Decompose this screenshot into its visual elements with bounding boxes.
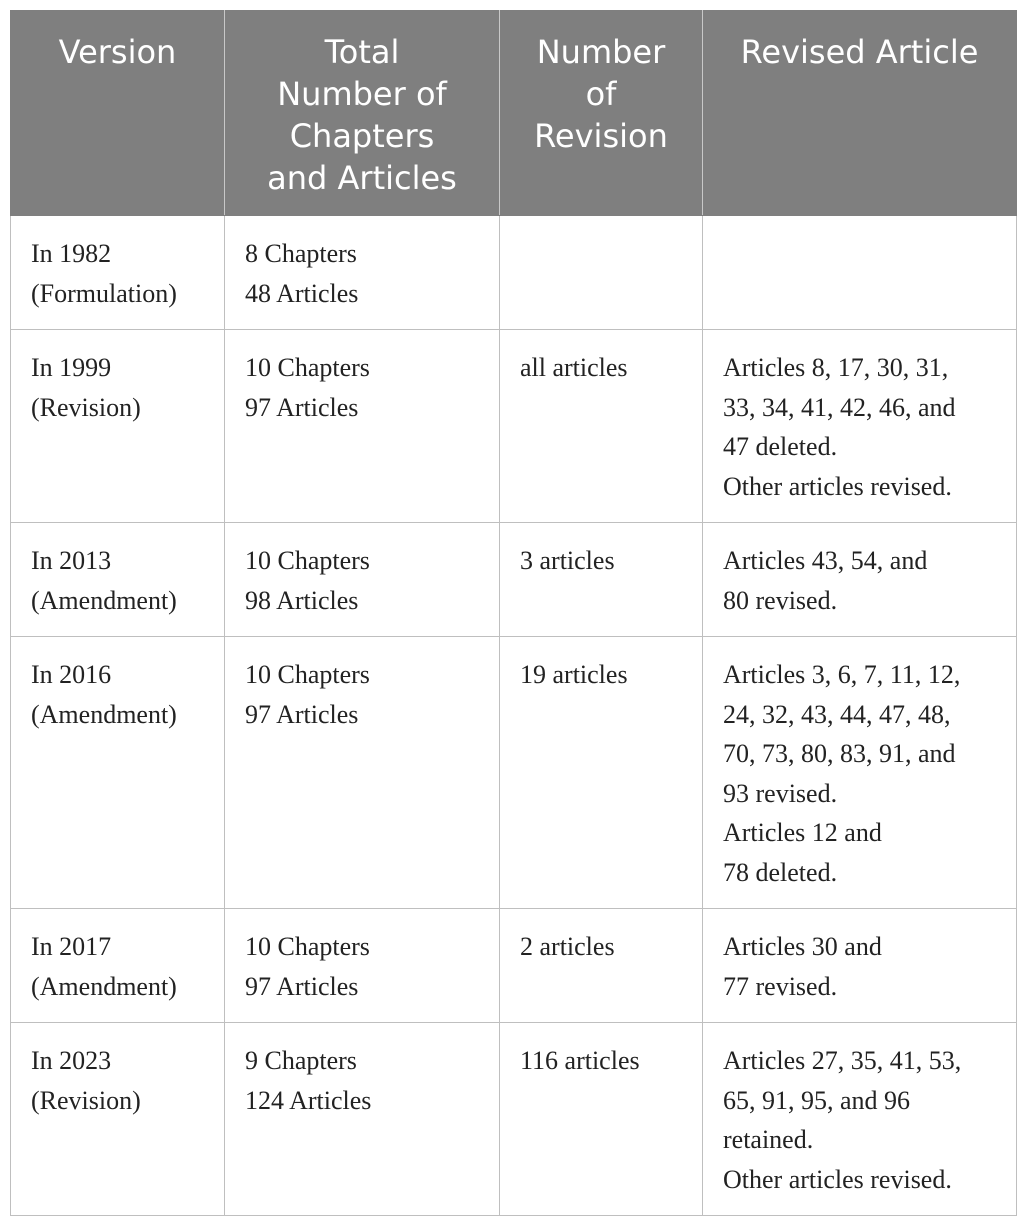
version-cell: In 1999 (Revision) [11,330,225,523]
version-cell: In 2013 (Amendment) [11,523,225,637]
version-cell: In 2023 (Revision) [11,1023,225,1216]
table-header [11,11,1017,216]
total-cell: 9 Chapters 124 Articles [225,1023,500,1216]
total-cell: 10 Chapters 97 Articles [225,330,500,523]
revised-article-cell [703,216,1017,330]
total-cell: 8 Chapters 48 Articles [225,216,500,330]
revised-article-cell: Articles 27, 35, 41, 53, 65, 91, 95, and 96 retained. Other articles revised. [703,1023,1017,1216]
header-total-chapters-articles: Total Number of Chapters and Articles [225,11,500,216]
table-row [11,523,1017,637]
revision-count-cell: 116 articles [500,1023,703,1216]
header-row [11,11,1017,216]
revision-count-cell [500,216,703,330]
revised-article-cell: Articles 30 and 77 revised. [703,909,1017,1023]
version-cell: In 2016 (Amendment) [11,637,225,909]
table-row [11,216,1017,330]
revision-history-table [10,10,1017,1216]
total-cell: 10 Chapters 98 Articles [225,523,500,637]
total-cell: 10 Chapters 97 Articles [225,637,500,909]
revision-count-cell: 2 articles [500,909,703,1023]
revision-count-cell: 3 articles [500,523,703,637]
header-revised-article: Revised Article [703,11,1017,216]
revision-count-cell: all articles [500,330,703,523]
table-body [11,216,1017,1216]
revision-count-cell: 19 articles [500,637,703,909]
table-row [11,330,1017,523]
header-number-of-revision: Number of Revision [500,11,703,216]
table-row [11,1023,1017,1216]
table-row [11,909,1017,1023]
revised-article-cell: Articles 3, 6, 7, 11, 12, 24, 32, 43, 44, 47, 48, 70, 73, 80, 83, 91, and 93 revised. Articles 12 and 78 deleted. [703,637,1017,909]
total-cell: 10 Chapters 97 Articles [225,909,500,1023]
revised-article-cell: Articles 43, 54, and 80 revised. [703,523,1017,637]
version-cell: In 2017 (Amendment) [11,909,225,1023]
table-row [11,637,1017,909]
header-version: Version [11,11,225,216]
version-cell: In 1982 (Formulation) [11,216,225,330]
revised-article-cell: Articles 8, 17, 30, 31, 33, 34, 41, 42, 46, and 47 deleted. Other articles revised. [703,330,1017,523]
